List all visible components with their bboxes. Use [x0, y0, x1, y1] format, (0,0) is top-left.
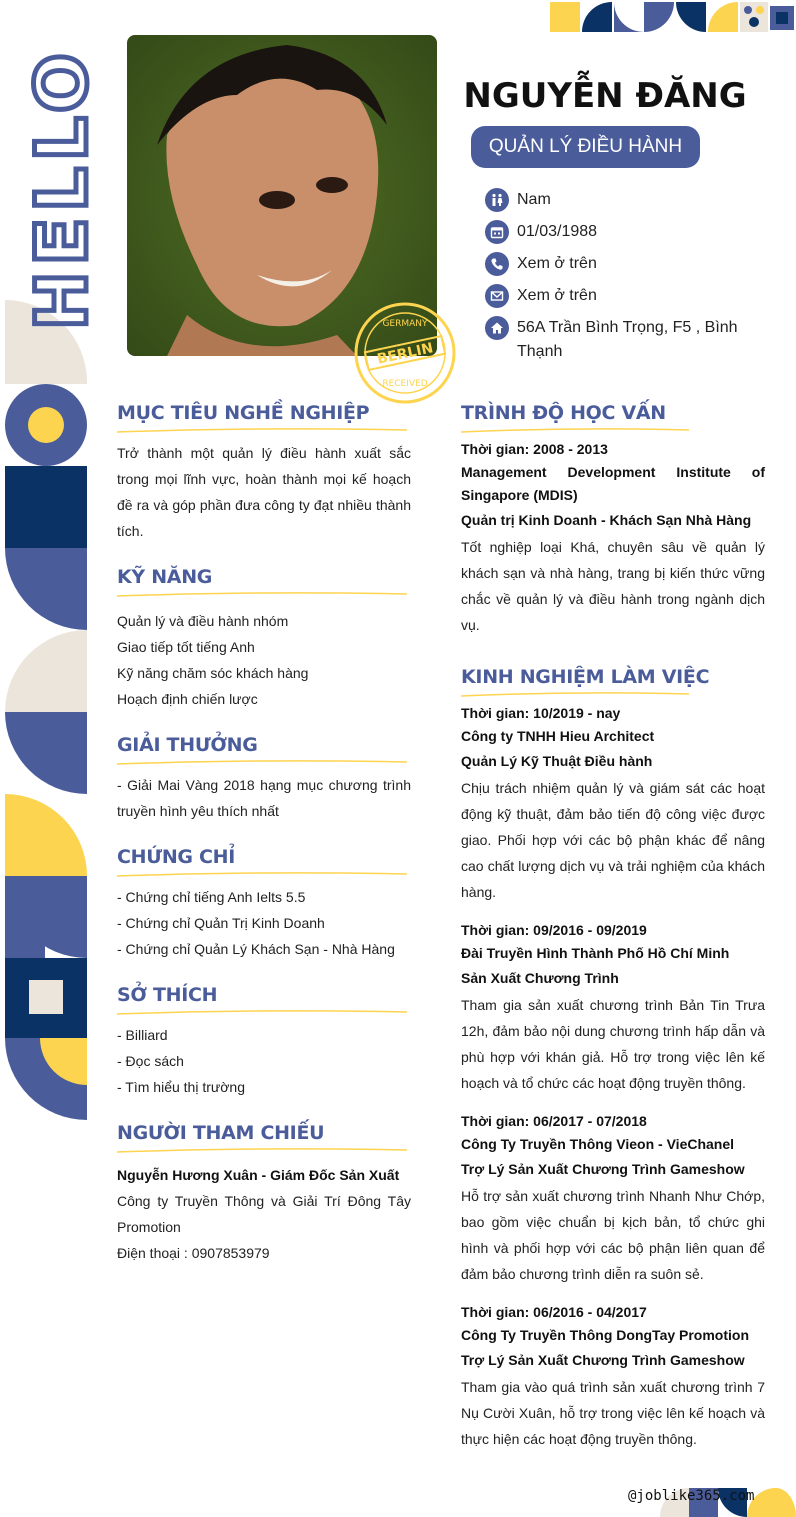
title-underline: [117, 758, 407, 766]
contact-value: Xem ở trên: [517, 255, 597, 272]
awards-section: [117, 734, 411, 824]
experience-company: Đài Truyền Hình Thành Phố Hồ Chí Minh: [461, 945, 730, 961]
experience-time: Thời gian: 06/2017 - 07/2018: [461, 1113, 647, 1129]
stamp-bottom-text: RECEIVED: [382, 379, 428, 389]
hobby-item: - Tìm hiểu thị trường: [117, 1079, 246, 1095]
job-title-badge: QUẢN LÝ ĐIỀU HÀNH: [471, 126, 700, 168]
phone-icon: [485, 252, 509, 276]
watermark-text: @joblike365.com: [628, 1488, 755, 1504]
stamp-middle-text: BERLIN: [375, 340, 435, 368]
calendar-icon: [485, 220, 509, 244]
certificate-item: - Chứng chỉ tiếng Anh Ielts 5.5: [117, 889, 306, 905]
skill-item: Kỹ năng chăm sóc khách hàng: [117, 665, 309, 681]
section-title: KINH NGHIỆM LÀM VIỆC: [461, 666, 710, 688]
experience-item: [461, 1301, 765, 1452]
experience-description: Tham gia vào quá trình sản xuất chương trình 7 Nụ Cười Xuân, hỗ trợ trong việc lên kế hoạch và thực hiện các hoạt động truyền thông.: [461, 1379, 765, 1447]
education-section: [461, 402, 765, 638]
title-underline: [117, 870, 407, 878]
berlin-stamp: [352, 300, 458, 406]
hobby-item: - Billiard: [117, 1027, 168, 1043]
experience-position: Trợ Lý Sản Xuất Chương Trình Gameshow: [461, 1352, 745, 1368]
experience-item: [461, 1110, 765, 1287]
contact-phone: [485, 252, 785, 276]
skill-item: Hoạch định chiến lược: [117, 691, 258, 707]
certificates-section: [117, 846, 411, 962]
email-icon: [485, 284, 509, 308]
experience-position: Quản Lý Kỹ Thuật Điều hành: [461, 753, 653, 769]
title-underline: [117, 1146, 407, 1154]
contact-value: Nam: [517, 191, 551, 208]
section-title: KỸ NĂNG: [117, 566, 213, 588]
objective-text: Trở thành một quản lý điều hành xuất sắc trong mọi lĩnh vực, hoàn thành mọi kế hoạch đề ra và góp phần đưa công ty đạt nhiều thành tích.: [117, 445, 411, 539]
section-title: CHỨNG CHỈ: [117, 846, 236, 868]
hobbies-section: [117, 984, 411, 1100]
stamp-top-text: GERMANY: [382, 319, 428, 329]
experience-company: Công Ty Truyền Thông DongTay Promotion: [461, 1327, 750, 1343]
experience-item: [461, 919, 765, 1096]
reference-phone: Điện thoại : 0907853979: [117, 1245, 270, 1261]
decorative-top-shapes: [548, 0, 796, 32]
education-time: Thời gian: 2008 - 2013: [461, 441, 608, 457]
reference-company: Công ty Truyền Thông và Giải Trí Đông Tây Promotion: [117, 1193, 411, 1235]
skill-item: Quản lý và điều hành nhóm: [117, 613, 289, 629]
experience-time: Thời gian: 10/2019 - nay: [461, 705, 621, 721]
experience-company: Công Ty Truyền Thông Vieon - VieChanel: [461, 1136, 735, 1152]
contact-gender: [485, 188, 785, 212]
experience-description: Tham gia sản xuất chương trình Bản Tin Trưa 12h, đảm bảo nội dung chương trình hấp dẫn và phù hợp với khán giả. Hỗ trợ trong việc lên kế hoạch và tổ chức các hoạt động truyền thông.: [461, 997, 765, 1091]
section-title: TRÌNH ĐỘ HỌC VẤN: [461, 402, 666, 424]
hobby-item: - Đọc sách: [117, 1053, 184, 1069]
contact-list: [485, 188, 785, 372]
title-underline: [117, 1008, 407, 1016]
education-school: Management Development Institute of Singapore (MDIS): [461, 464, 765, 503]
hello-decoration: HELLO: [21, 47, 103, 330]
experience-time: Thời gian: 06/2016 - 04/2017: [461, 1304, 647, 1320]
section-title: SỞ THÍCH: [117, 984, 218, 1006]
contact-value: Xem ở trên: [517, 287, 597, 304]
left-column: [117, 402, 411, 1288]
awards-text: - Giải Mai Vàng 2018 hạng mục chương trình truyền hình yêu thích nhất: [117, 777, 411, 819]
experience-position: Sản Xuất Chương Trình: [461, 970, 619, 986]
experience-company: Công ty TNHH Hieu Architect: [461, 728, 655, 744]
references-section: [117, 1122, 411, 1266]
education-major: Quản trị Kinh Doanh - Khách Sạn Nhà Hàng: [461, 512, 752, 528]
gender-icon: [485, 188, 509, 212]
reference-name: Nguyễn Hương Xuân - Giám Đốc Sản Xuất: [117, 1167, 400, 1183]
skill-item: Giao tiếp tốt tiếng Anh: [117, 639, 255, 655]
title-underline: [117, 426, 407, 434]
certificate-item: - Chứng chỉ Quản Trị Kinh Doanh: [117, 915, 325, 931]
contact-address: [485, 316, 785, 364]
education-description: Tốt nghiệp loại Khá, chuyên sâu về quản lý khách sạn và nhà hàng, trang bị kiến thức vững chắc về quản lý và điều hành trong ngành dịch vụ.: [461, 539, 765, 633]
experience-description: Chịu trách nhiệm quản lý và giám sát các hoạt động kỹ thuật, đảm bảo tiến độ công việc được giao. Phối hợp với các bộ phận khác để nâng cao chất lượng dịch vụ và trải nghiệm của khách hàng.: [461, 780, 765, 900]
experience-item: [461, 702, 765, 905]
contact-email: [485, 284, 785, 308]
title-underline: [461, 426, 689, 434]
home-icon: [485, 316, 509, 340]
experience-time: Thời gian: 09/2016 - 09/2019: [461, 922, 647, 938]
title-underline: [461, 690, 689, 698]
candidate-name: NGUYỄN ĐĂNG: [463, 76, 747, 116]
right-column: [461, 402, 765, 1452]
contact-birthday: [485, 220, 785, 244]
contact-value: 01/03/1988: [517, 223, 598, 240]
section-title: GIẢI THƯỞNG: [117, 734, 258, 756]
experience-section: [461, 666, 765, 1452]
title-underline: [117, 590, 407, 598]
skills-section: [117, 566, 411, 712]
certificate-item: - Chứng chỉ Quản Lý Khách Sạn - Nhà Hàng: [117, 941, 395, 957]
contact-value: 56A Trần Bình Trọng, F5 , Bình Thạnh: [517, 319, 738, 360]
experience-description: Hỗ trợ sản xuất chương trình Nhanh Như Chớp, bao gồm việc chuẩn bị kịch bản, tổ chức ghi hình và phối hợp với các bộ phận liên quan để đảm bảo chương trình diễn ra suôn sẻ.: [461, 1188, 765, 1282]
section-title: MỤC TIÊU NGHỀ NGHIỆP: [117, 402, 370, 424]
experience-position: Trợ Lý Sản Xuất Chương Trình Gameshow: [461, 1161, 745, 1177]
section-title: NGƯỜI THAM CHIẾU: [117, 1122, 325, 1144]
objective-section: [117, 402, 411, 544]
